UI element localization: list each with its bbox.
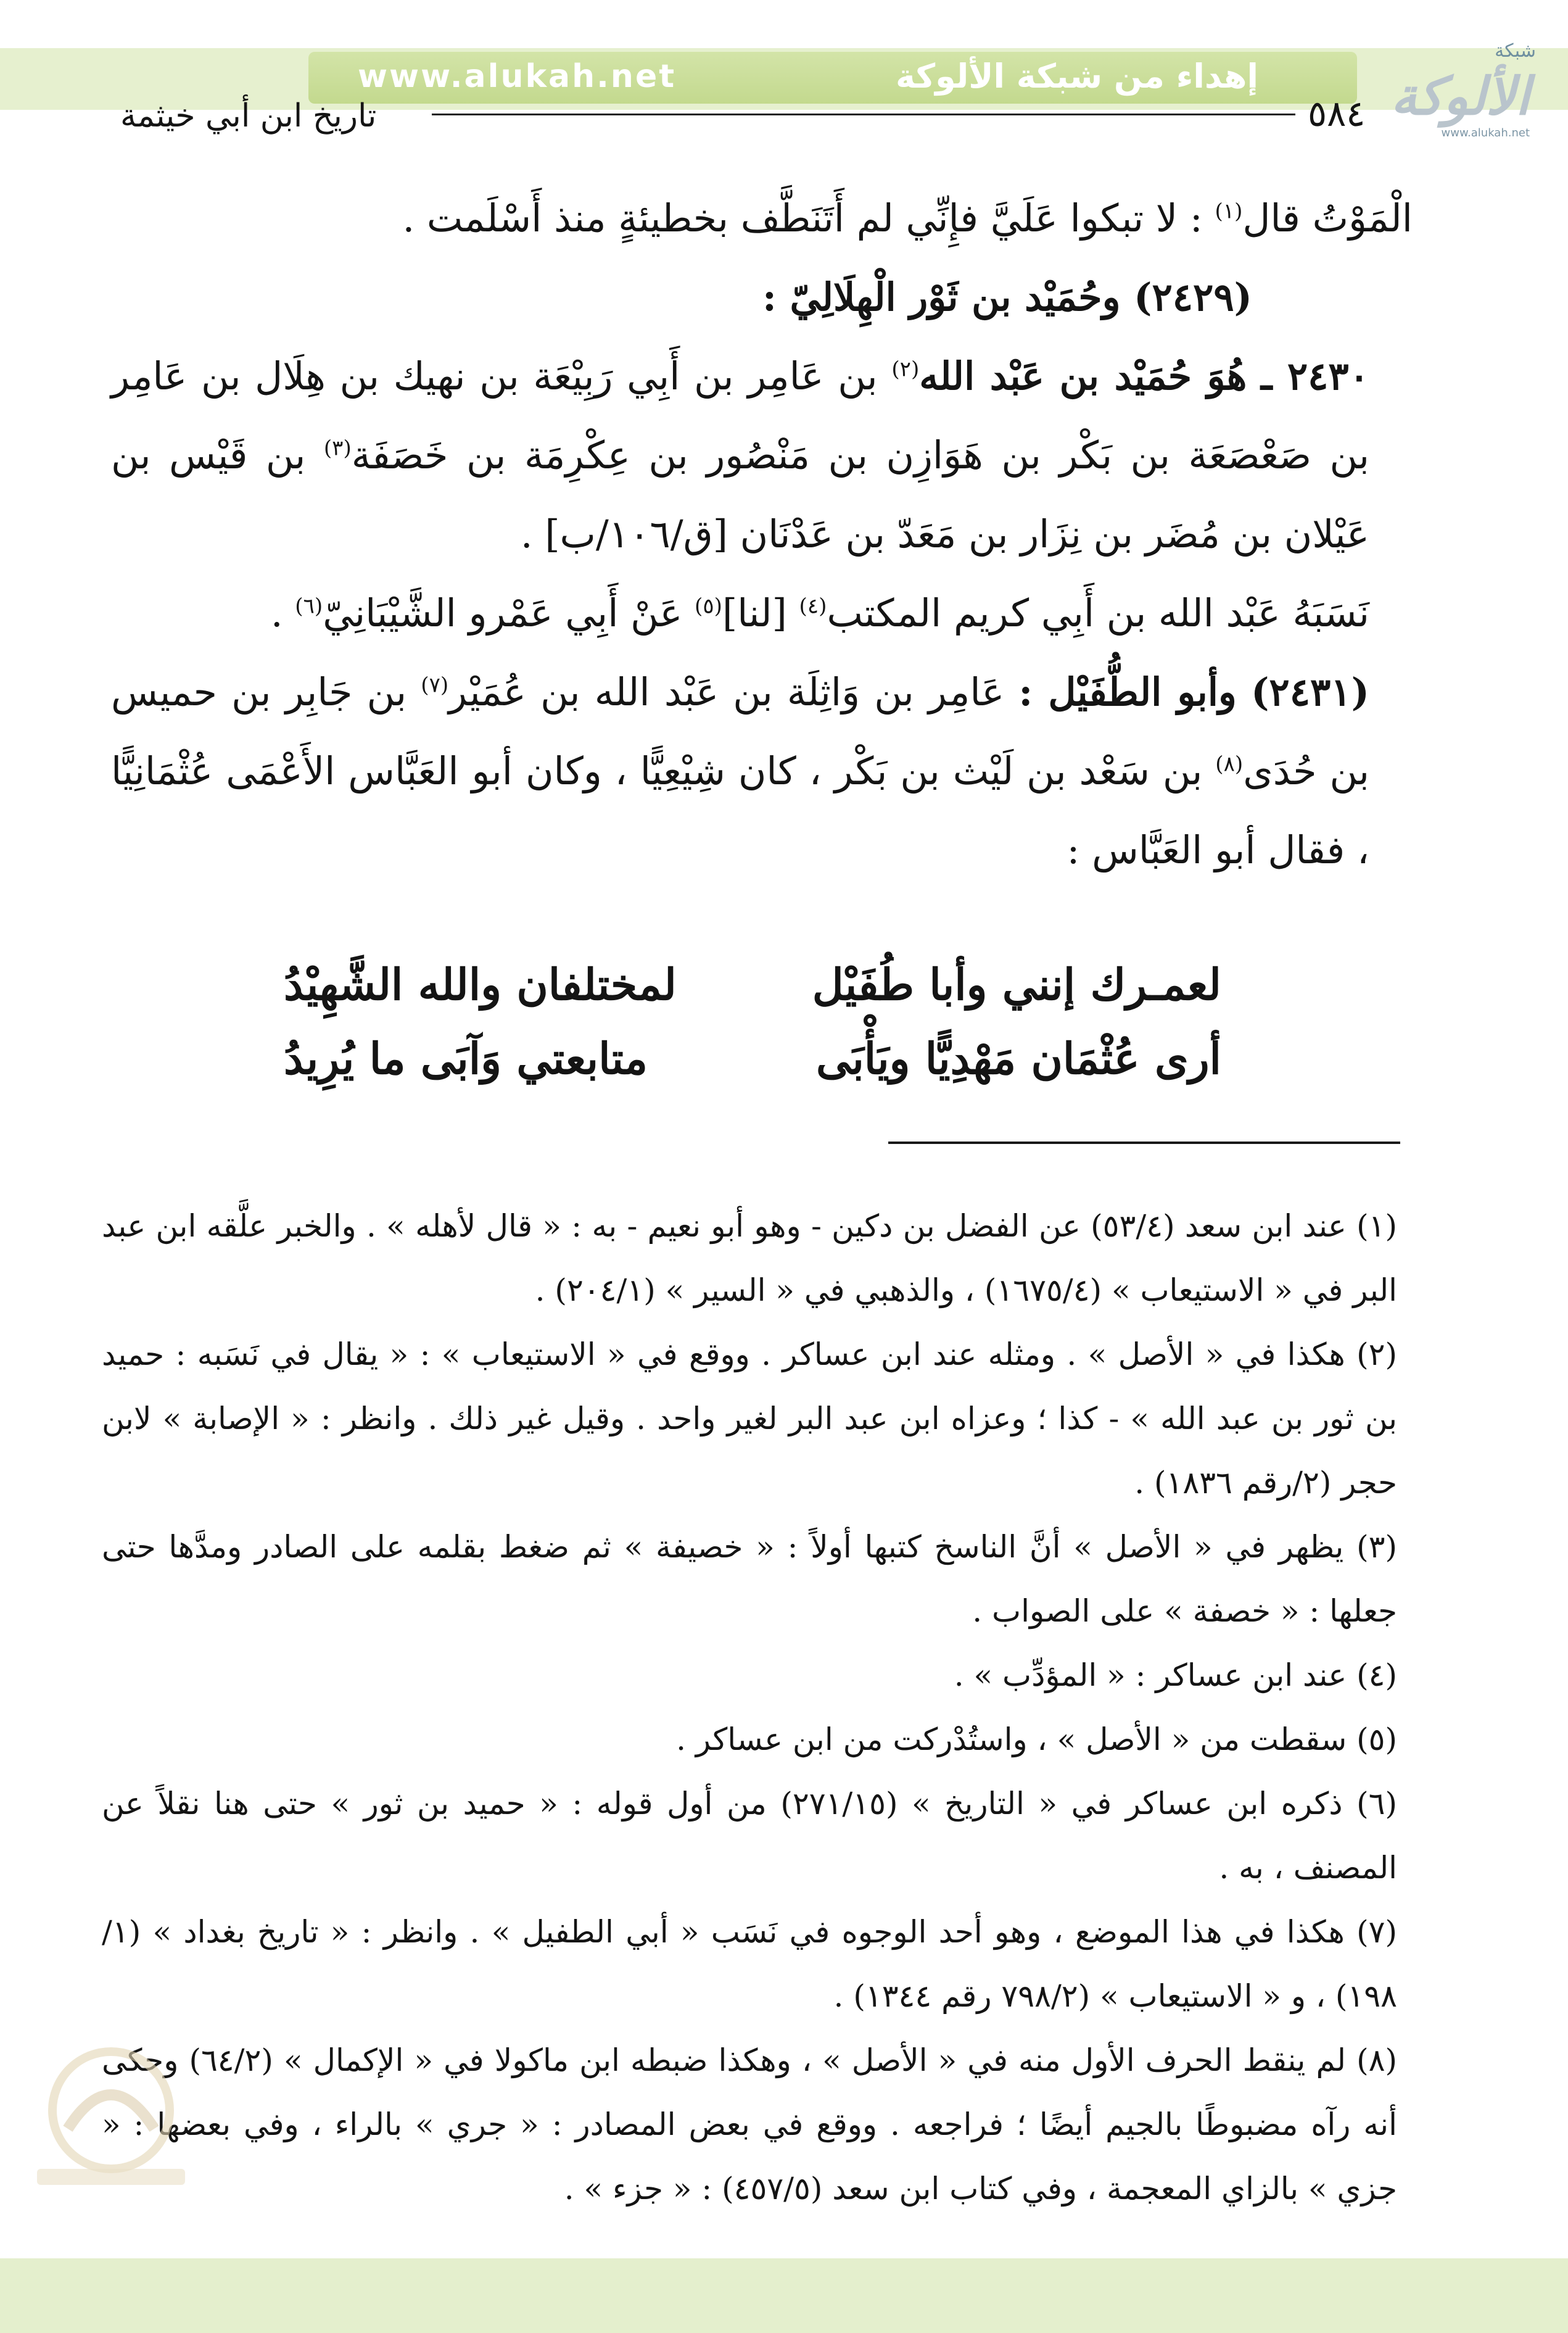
p4-end: . (270, 591, 283, 636)
watermark-logo-icon (0, 2036, 222, 2209)
main-text (111, 179, 1413, 890)
footnote-4: (٤) عند ابن عساكر : « المؤدِّب » . (954, 1657, 1397, 1693)
poem-verse-2 (284, 1021, 1221, 1095)
footnote-2: (٢) هكذا في « الأصل » . ومثله عند ابن عساكر . ووقع في « الاستيعاب » : « يقال في نَسَبه : حميد بن ثور بن عبد الله » - كذا ؛ وعزاه ابن عبد البر لغير واحد . وقيل غير ذلك . وانظر : « الإصابة » لابن حجر (٢/رقم ١٨٣٦) . (102, 1336, 1397, 1501)
entry-2430 (111, 337, 1413, 574)
page-number: ٥٨٤ (1308, 93, 1366, 135)
footnote-ref-3: (٣) (323, 436, 352, 461)
entry-heading: وحُمَيْد بن ثَوْر الْهِلَالِيّ : (762, 275, 1121, 320)
hemistich-right: لعمـرك إنني وأبا طُفَيْل (812, 958, 1221, 1010)
paragraph-nasab (111, 574, 1413, 653)
hemistich-right: أرى عُثْمَان مَهْدِيًّا ويَأْبَى (815, 1032, 1221, 1084)
logo-main-text: الألوكة (1390, 66, 1530, 126)
gift-text: إهداء من شبكة الألوكة (896, 57, 1258, 96)
bottom-band (0, 2258, 1568, 2333)
footnote-ref-2: (٢) (891, 357, 920, 382)
footnote-ref-4: (٤) (799, 594, 827, 619)
footnote-ref-1: (١) (1215, 199, 1243, 224)
poem (284, 947, 1221, 1095)
entry-heading: وأبو الطُّفَيْل : (1018, 669, 1237, 715)
entry-number: ٢٤٣٠ ـ (1261, 354, 1370, 399)
entry-text: بن عَامِر بن أَبِي رَبِيْعَة بن نهيك بن هِلَال بن عَامِر بن صَعْصَعَة بن بَكْر بن هَوَازِن بن مَنْصُور بن عِكْرِمَة بن خَصَفَة (111, 354, 1369, 478)
footnote-rule (888, 1142, 1400, 1144)
p4-mid: [لنا] (722, 591, 787, 636)
entry-text-3: بن سَعْد بن لَيْث بن بَكْر ، كان شِيْعِيًّا ، وكان أبو العَبَّاس الأَعْمَى عُثْمَانِيًّا ، فقال أبو العَبَّاس : (111, 748, 1369, 872)
p4-after: عَنْ أَبِي عَمْرو الشَّيْبَانِيّ (323, 591, 683, 636)
footnote-ref-8: (٨) (1215, 752, 1244, 777)
logo-site-text: www.alukah.net (1441, 126, 1530, 139)
entry-text-2: بن جَابِر بن حميس بن حُدَى (111, 669, 1369, 794)
footnote-ref-7: (٧) (421, 673, 449, 698)
entry-2431 (111, 653, 1413, 890)
poem-verse-1 (284, 947, 1221, 1021)
logo-small-text: شبكة (1495, 40, 1536, 62)
footnote-8: (٨) لم ينقط الحرف الأول منه في « الأصل » ، وهكذا ضبطه ابن ماكولا في « الإكمال » (٦٤/٢) وحكى أنه رآه مضبوطًا بالجيم أيضًا ؛ فراجعه . ووقع في بعض المصادر : « جري » بالراء ، وفي بعضها : « جزي » بالزاي المعجمة ، وفي كتاب ابن سعد (٤٥٧/٥) : « جزء » . (102, 2042, 1397, 2207)
footnote-3: (٣) يظهر في « الأصل » أنَّ الناسخ كتبها أولاً : « خصيفة » ثم ضغط بقلمه على الصادر ومدَّها حتى جعلها : « خصفة » على الصواب . (102, 1529, 1397, 1629)
alukah-banner[interactable] (308, 52, 1357, 104)
footnote-ref-5: (٥) (695, 594, 722, 619)
entry-text-1: عَامِر بن وَاثِلَة بن عَبْد الله بن عُمَيْر (448, 669, 1005, 715)
p1-before: الْمَوْتُ قال (1242, 196, 1413, 241)
running-title: تاريخ ابن أبي خيثمة (120, 97, 377, 135)
footnote-1: (١) عند ابن سعد (٥٣/٤) عن الفضل بن دكين - وهو أبو نعيم - به : « قال لأهله » . والخبر علَّقه ابن عبد البر في « الاستيعاب » (١٦٧٥/٤) ، والذهبي في « السير » (٢٠٤/١) . (102, 1208, 1397, 1308)
footnote-7: (٧) هكذا في هذا الموضع ، وهو أحد الوجوه في نَسَب « أبي الطفيل » . وانظر : « تاريخ بغداد » (١/ ١٩٨) ، و « الاستيعاب » (٧٩٨/٢ رقم ١٣٤٤) . (102, 1914, 1397, 2014)
header-rule (432, 114, 1295, 115)
hemistich-left: متابعتي وَآبَى ما يُرِيدُ (284, 1032, 648, 1084)
footnotes (102, 1194, 1397, 2221)
entry-heading: هُوَ حُمَيْد بن عَبْد الله (919, 354, 1247, 399)
site-url[interactable]: www.alukah.net (358, 58, 677, 95)
entry-number: (٢٤٣١) (1251, 669, 1369, 715)
paragraph-1 (111, 179, 1413, 258)
footnote-6: (٦) ذكره ابن عساكر في « التاريخ » (٢٧١/١٥) من أول قوله : « حميد بن ثور » حتى هنا نقلاً عن المصنف ، به . (102, 1786, 1397, 1886)
footnote-5: (٥) سقطت من « الأصل » ، واستُدْركت من ابن عساكر . (676, 1722, 1397, 1757)
p4-before: نَسَبَهُ عَبْد الله بن أَبِي كريم المكتب (827, 591, 1369, 636)
footnote-ref-6: (٦) (295, 594, 323, 619)
entry-text-end: بن قَيْس بن عَيْلان بن مُضَر بن نِزَار بن مَعَدّ بن عَدْنَان [ق/١٠٦/ب] . (111, 433, 1369, 557)
entry-2429 (111, 258, 1413, 337)
alukah-logo (1369, 34, 1554, 142)
entry-number: (٢٤٢٩) (1134, 275, 1252, 320)
p1-after: : لا تبكوا عَلَيَّ فإِنِّي لم أَتَنَطَّف بخطيئةٍ منذ أَسْلَمت . (402, 196, 1203, 241)
hemistich-left: لمختلفان والله الشَّهِيْدُ (284, 958, 677, 1010)
